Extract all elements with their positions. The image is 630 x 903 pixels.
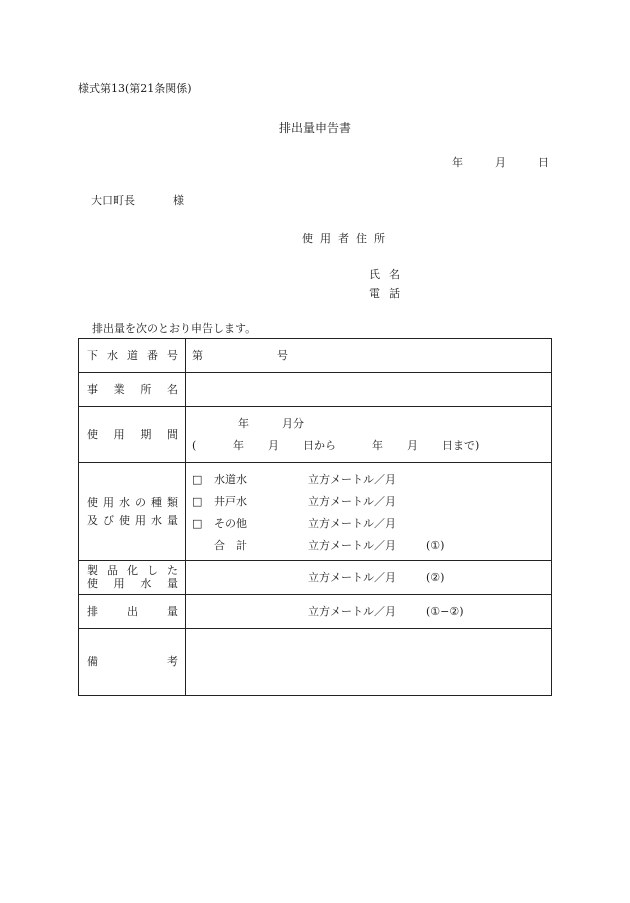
sewer-number-field[interactable] (186, 339, 552, 373)
tap-water-label: 水道水 (214, 473, 247, 486)
row-product-water (79, 561, 552, 595)
usage-period-label: 使用期間 (87, 427, 178, 441)
period-to-year: 年 (372, 439, 383, 452)
water-types-label-1: 使用水の種類 (87, 495, 178, 509)
date-month: 月 (495, 156, 506, 169)
usage-period-field[interactable] (186, 407, 552, 463)
checkbox-well-water[interactable]: □ (192, 495, 203, 508)
document-title: 排出量申告書 (278, 121, 351, 135)
tap-water-unit: 立方メートル／月 (308, 473, 396, 486)
period-to-month: 月 (407, 439, 418, 452)
period-from-year: 年 (233, 439, 244, 452)
row-sewer-number (79, 339, 552, 373)
applicant-name-label: 氏名 (369, 268, 409, 281)
product-water-unit: 立方メートル／月 (308, 571, 396, 584)
remarks-field[interactable] (186, 629, 552, 696)
period-open-paren: ( (192, 439, 197, 452)
date-line (452, 157, 549, 168)
other-water-label: その他 (214, 517, 247, 530)
water-types-label-2: 及び使用水量 (87, 513, 178, 527)
well-water-label: 井戸水 (214, 495, 247, 508)
form-number: 様式第13(第21条関係) (78, 82, 192, 95)
total-label: 合 計 (214, 539, 247, 552)
remarks-label: 備考 (87, 655, 178, 669)
sewer-number-prefix: 第 (192, 349, 203, 362)
discharge-label: 排出量 (87, 604, 178, 618)
product-water-mark: (②) (426, 571, 445, 584)
row-water-types (79, 463, 552, 561)
product-water-label-2: 使用水量 (87, 576, 178, 590)
period-from-month: 月 (268, 439, 279, 452)
checkbox-tap-water[interactable]: □ (192, 473, 203, 486)
addressee (91, 195, 184, 206)
addressee-name: 大口町長 (91, 194, 135, 207)
water-types-field (186, 463, 552, 561)
row-discharge (79, 595, 552, 629)
addressee-honorific: 様 (173, 194, 184, 207)
checkbox-other-water[interactable]: □ (192, 517, 203, 530)
period-year: 年 (238, 417, 249, 430)
period-from-day: 日から (303, 439, 336, 452)
declaration-table (78, 338, 552, 696)
applicant-address-label: 使用者住所 (302, 232, 392, 245)
product-water-label-1: 製品化した (87, 563, 178, 577)
discharge-mark: (①−②) (426, 605, 464, 618)
sewer-number-label: 下水道番号 (87, 348, 178, 362)
total-mark: (①) (426, 539, 445, 552)
well-water-unit: 立方メートル／月 (308, 495, 396, 508)
row-remarks (79, 629, 552, 696)
period-to-day: 日まで) (442, 439, 480, 452)
business-name-label: 事業所名 (87, 382, 178, 396)
date-year: 年 (452, 156, 463, 169)
total-unit: 立方メートル／月 (308, 539, 396, 552)
period-month: 月分 (282, 417, 304, 430)
row-business-name (79, 373, 552, 407)
business-name-field[interactable] (186, 373, 552, 407)
sewer-number-suffix: 号 (277, 349, 288, 362)
discharge-unit: 立方メートル／月 (308, 605, 396, 618)
product-water-field[interactable] (186, 561, 552, 595)
date-day: 日 (538, 156, 549, 169)
row-usage-period (79, 407, 552, 463)
intro-text: 排出量を次のとおり申告します。 (92, 322, 257, 335)
discharge-field[interactable] (186, 595, 552, 629)
other-water-unit: 立方メートル／月 (308, 517, 396, 530)
applicant-phone-label: 電話 (369, 287, 409, 300)
